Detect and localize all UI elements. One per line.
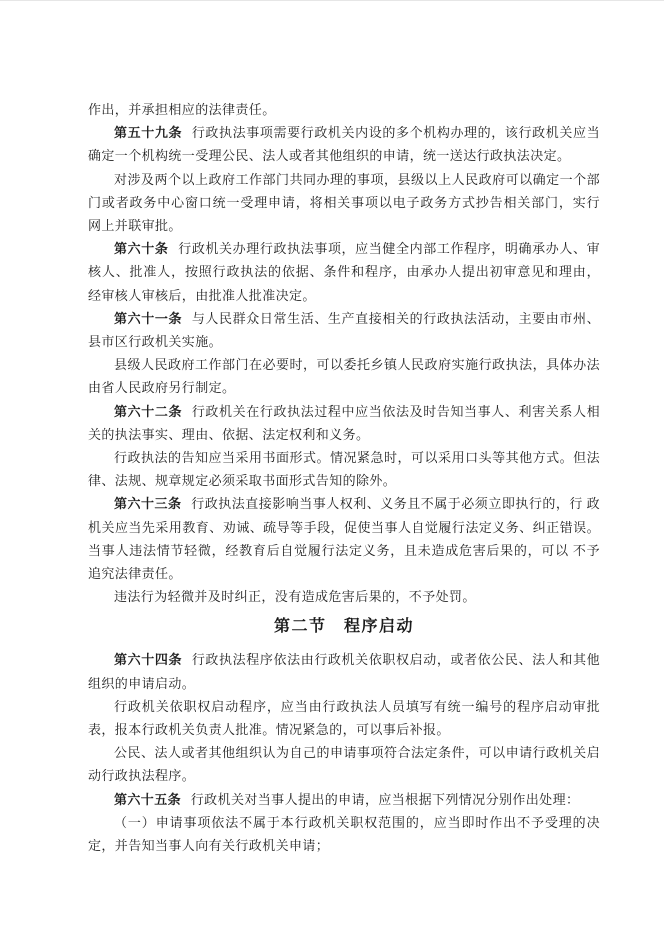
article-number: 第六十五条: [114, 791, 182, 807]
article-paragraph: [88, 237, 600, 307]
article-paragraph: [88, 307, 600, 353]
article-text: 行政机关在行政执法过程中应当依法及时告知当事人、利害关系人相关的执法事实、理由、依据、法定权利和义务。: [88, 403, 600, 442]
body-paragraph: 县级人民政府工作部门在必要时，可以委托乡镇人民政府实施行政执法，具体办法由省人民政府另行制定。: [88, 357, 600, 396]
body-paragraph: （一）申请事项依法不属于本行政机关职权范围的，应当即时作出不予受理的决定，并告知当事人向有关行政机关申请；: [88, 814, 600, 854]
article-text: 行政机关办理行政执法事项，应当健全内部工作程序，明确承办人、审核人、批准人，按照行政执法的依据、条件和程序，由承办人提出初审意见和理由， 经审核人审核后，由批准人批准决定。: [88, 241, 600, 303]
article-paragraph: [88, 121, 600, 167]
article-paragraph: [88, 492, 600, 585]
article-paragraph: [88, 788, 600, 811]
document-text-block: [88, 98, 600, 857]
article-number: 第五十九条: [114, 125, 183, 141]
article-paragraph: [88, 648, 600, 694]
body-paragraph: 公民、法人或者其他组织认为自己的申请事项符合法定条件，可以申请行政机关启动行政执法程序。: [88, 745, 600, 784]
article-number: 第六十条: [114, 241, 169, 257]
article-text: 行政机关对当事人提出的申请，应当根据下列情况分别作出处理：: [190, 791, 580, 807]
article-text: 行政执法直接影响当事人权利、义务且不属于必须立即执行的，行 政机关应当先采用教育、劝诫、疏导等手段，促使当事人自觉履行法定义务、纠正错误。当事人违法情节轻微，经教育后自觉履行法定义务，且未造成危害后果的，可以 不予追究法律责任。: [88, 496, 600, 582]
article-number: 第六十二条: [114, 403, 183, 419]
body-paragraph: 行政执法的告知应当采用书面形式。情况紧急时，可以采用口头等其他方式。但法 律、法规、规章规定必须采取书面形式告知的除外。: [88, 450, 600, 489]
body-paragraph: 行政机关依职权启动程序，应当由行政执法人员填写有统一编号的程序启动审批表，报本行政机关负责人批准。情况紧急的，可以事后补报。: [88, 698, 600, 738]
body-paragraph: 对涉及两个以上政府工作部门共同办理的事项，县级以上人民政府可以确定一个部门或者政务中心窗口统一受理申请，将相关事项以电子政务方式抄告相关部门，实行 网上并联审批。: [88, 171, 600, 234]
article-number: 第六十一条: [114, 310, 183, 326]
section-heading: 第二节 程序启动: [273, 618, 414, 636]
article-text: 行政执法程序依法由行政机关依职权启动，或者依公民、法人和其他组织的申请启动。: [88, 652, 600, 691]
article-number: 第六十四条: [114, 652, 183, 668]
body-paragraph: 违法行为轻微并及时纠正，没有造成危害后果的，不予处罚。: [114, 589, 476, 605]
article-number: 第六十三条: [114, 496, 182, 512]
article-text: 与人民群众日常生活、生产直接相关的行政执法活动，主要由市州、县市区行政机关实施。: [88, 310, 600, 350]
article-text: 行政执法事项需要行政机关内设的多个机构办理的，该行政机关应当确定一个机构统一受理公民、法人或者其他组织的申请，统一送达行政执法决定。: [88, 125, 600, 164]
body-paragraph: 作出，并承担相应的法律责任。: [88, 102, 276, 117]
article-paragraph: [88, 400, 600, 446]
